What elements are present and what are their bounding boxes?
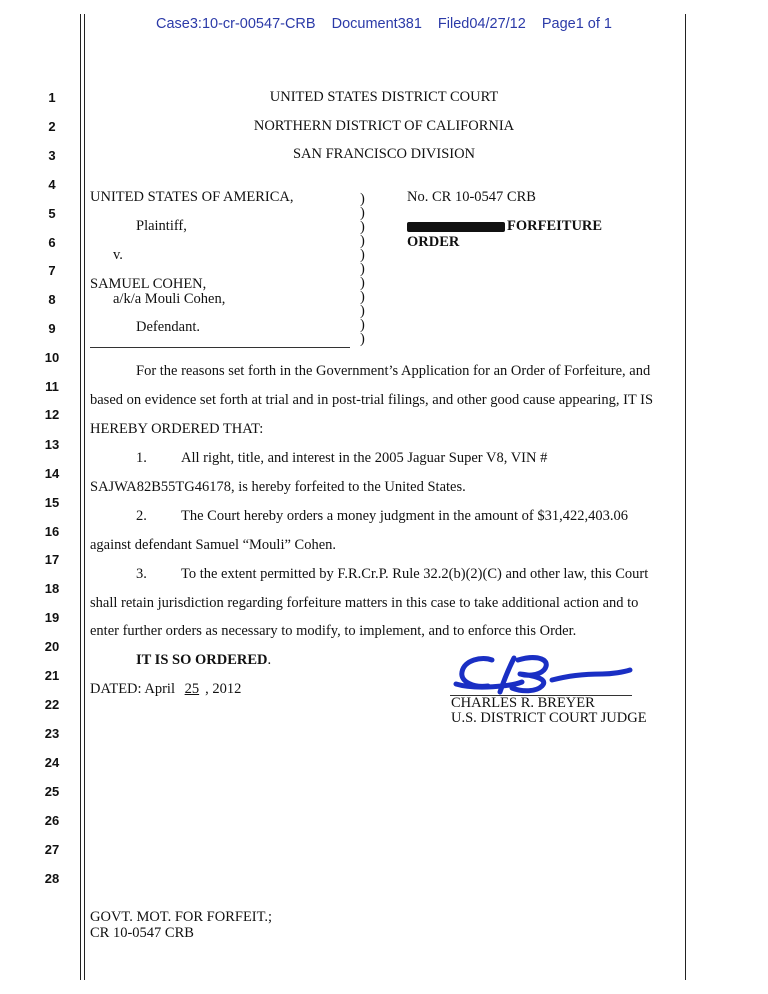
item2-number: 2.: [136, 508, 147, 524]
defendant-label: Defendant.: [136, 319, 201, 335]
item3-number: 3.: [136, 566, 147, 582]
intro-line-1: For the reasons set forth in the Government’s Application for an Order of Forfeiture, and: [136, 363, 651, 379]
line-number: 12: [44, 407, 60, 422]
item3-line-c: enter further orders as necessary to modify, to implement, and to enforce this Order.: [90, 623, 577, 639]
line-number: 11: [45, 379, 59, 394]
line-number: 27: [44, 842, 60, 857]
line-number: 10: [44, 350, 60, 365]
line-number: 17: [44, 552, 60, 567]
line-number: 25: [44, 784, 60, 799]
line-number: 7: [48, 263, 56, 278]
line-number: 16: [44, 524, 60, 539]
order-title-line1: FORFEITURE: [507, 218, 603, 234]
plaintiff-name: UNITED STATES OF AMERICA,: [90, 189, 294, 205]
line-number: 28: [44, 871, 60, 886]
versus: v.: [113, 247, 123, 263]
dated-day: 25: [184, 681, 200, 697]
item1-number: 1.: [136, 450, 147, 466]
intro-line-2: based on evidence set forth at trial and in post-trial filings, and other good cause appearing, IT IS: [90, 392, 654, 408]
judge-signature-icon: [452, 650, 637, 698]
line-number: 14: [44, 466, 60, 481]
redaction-bar: [407, 222, 505, 232]
case-number: No. CR 10-0547 CRB: [407, 189, 536, 205]
court-district: NORTHERN DISTRICT OF CALIFORNIA: [253, 118, 515, 134]
so-ordered-text: IT IS SO ORDERED: [136, 652, 268, 668]
line-number: 8: [48, 292, 56, 307]
caption-underline: [90, 347, 350, 348]
line-number: 23: [44, 726, 60, 741]
dated-suffix: , 2012: [205, 681, 242, 697]
line-number: 9: [48, 321, 56, 336]
item1-line-a: All right, title, and interest in the 2005 Jaguar Super V8, VIN #: [181, 450, 548, 466]
order-title-line2: ORDER: [407, 234, 460, 250]
line-number: 5: [48, 206, 56, 221]
item1-line-b: SAJWA82B55TG46178, is hereby forfeited to the United States.: [90, 479, 466, 495]
ecf-header: [0, 16, 768, 32]
court-division: SAN FRANCISCO DIVISION: [292, 146, 476, 162]
plaintiff-label: Plaintiff,: [136, 218, 187, 234]
defendant-name: SAMUEL COHEN,: [90, 276, 207, 292]
line-number: 22: [44, 697, 60, 712]
line-number: 24: [44, 755, 60, 770]
so-ordered: [136, 652, 271, 669]
item3-line-b: shall retain jurisdiction regarding forfeiture matters in this case to take additional action and to: [90, 595, 639, 611]
order-title-line2-wrap: [407, 234, 459, 251]
line-number: 26: [44, 813, 60, 828]
header-page-count: Page1 of 1: [541, 16, 612, 32]
footer-line-1: GOVT. MOT. FOR FORFEIT.;: [90, 909, 273, 925]
line-number: 3: [48, 148, 56, 163]
judge-name: CHARLES R. BREYER: [451, 695, 595, 711]
line-number: 20: [44, 639, 60, 654]
item2-line-b: against defendant Samuel “Mouli” Cohen.: [90, 537, 337, 553]
line-number: 19: [44, 610, 60, 625]
item3-line-a: To the extent permitted by F.R.Cr.P. Rule 32.2(b)(2)(C) and other law, this Court: [181, 566, 649, 582]
header-filed-date: Filed04/27/12: [437, 16, 526, 32]
order-title: [407, 218, 602, 235]
so-ordered-period: .: [267, 652, 272, 668]
header-case-number: Case3:10-cr-00547-CRB: [156, 16, 316, 32]
line-number: 4: [48, 177, 56, 192]
line-number: 13: [44, 437, 60, 452]
item2-line-a: The Court hereby orders a money judgment in the amount of $31,422,403.06: [181, 508, 628, 524]
line-number: 21: [44, 668, 60, 683]
judge-title: U.S. DISTRICT COURT JUDGE: [451, 710, 647, 726]
dated-line: [90, 681, 241, 698]
header-document-number: Document381: [331, 16, 422, 32]
footer-line-2: CR 10-0547 CRB: [90, 925, 194, 941]
intro-line-3: HEREBY ORDERED THAT:: [90, 421, 264, 437]
line-number: 2: [48, 119, 56, 134]
line-number: 18: [44, 581, 60, 596]
dated-prefix: DATED: April: [90, 681, 179, 697]
line-number: 6: [48, 235, 56, 250]
court-name: UNITED STATES DISTRICT COURT: [269, 89, 499, 105]
defendant-aka: a/k/a Mouli Cohen,: [113, 291, 226, 307]
line-number: 15: [44, 495, 60, 510]
line-number: 1: [48, 90, 56, 105]
